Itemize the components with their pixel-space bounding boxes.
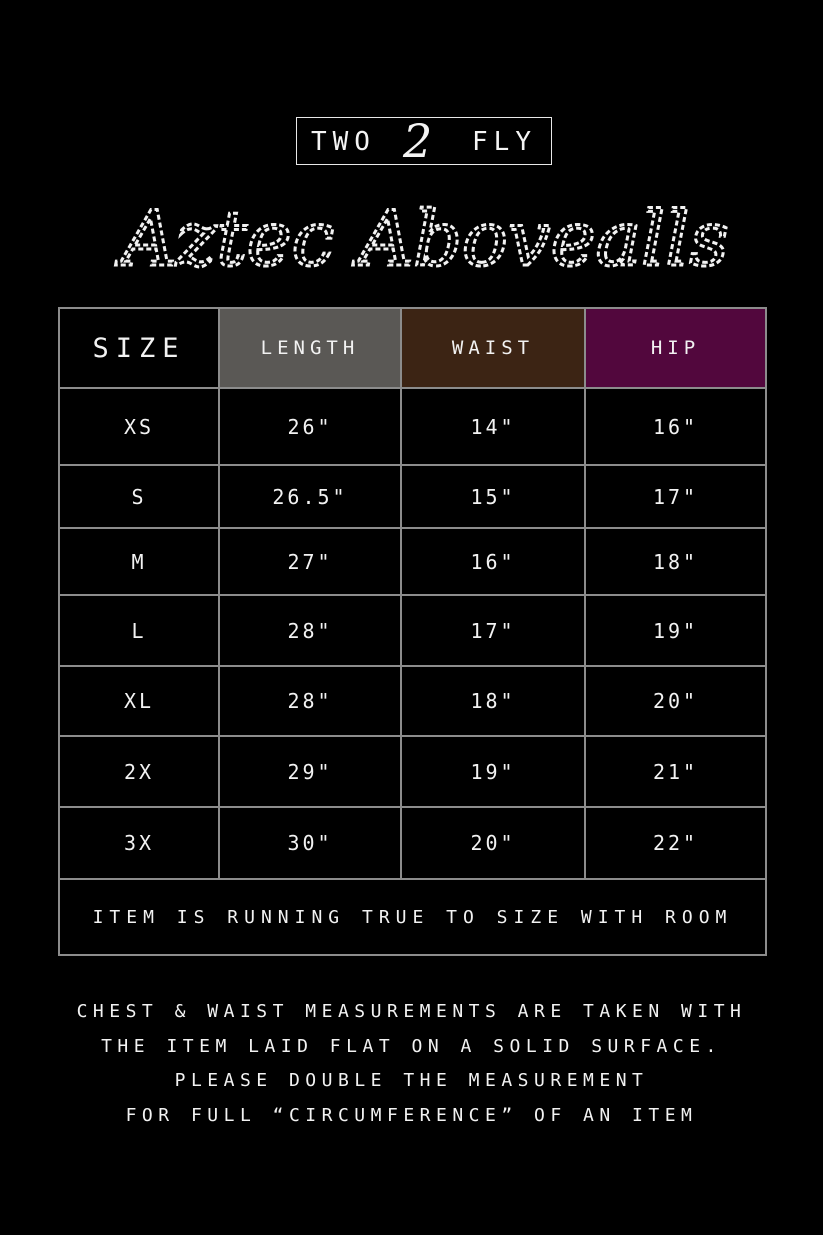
cell-size: XL (59, 666, 219, 736)
cell-length: 26" (219, 388, 401, 465)
cell-waist: 17" (401, 595, 585, 666)
cell-length: 28" (219, 666, 401, 736)
table-row (59, 595, 766, 666)
page-title-text: Aztec Abovealls (121, 194, 729, 283)
cell-waist: 19" (401, 736, 585, 807)
cell-hip: 22" (585, 807, 766, 879)
brand-logo (296, 114, 552, 168)
brand-number: 2 (403, 114, 433, 168)
table-row (59, 465, 766, 528)
table-row (59, 666, 766, 736)
cell-length: 26.5" (219, 465, 401, 528)
measurement-note-line: FOR FULL “CIRCUMFERENCE” OF AN ITEM (125, 1104, 698, 1126)
cell-size: M (59, 528, 219, 595)
cell-hip: 19" (585, 595, 766, 666)
page-title (100, 185, 750, 295)
brand-word-right: FLY (472, 127, 537, 157)
table-row (59, 807, 766, 879)
table-row (59, 388, 766, 465)
cell-waist: 20" (401, 807, 585, 879)
table-row (59, 528, 766, 595)
measurement-note-line: CHEST & WAIST MEASUREMENTS ARE TAKEN WITH (76, 1001, 747, 1022)
cell-hip: 18" (585, 528, 766, 595)
cell-hip: 17" (585, 465, 766, 528)
table-row (59, 736, 766, 807)
cell-size: XS (59, 388, 219, 465)
size-chart-table (58, 307, 767, 956)
header-hip: HIP (585, 308, 766, 388)
fit-note: ITEM IS RUNNING TRUE TO SIZE WITH ROOM (59, 879, 766, 955)
measurement-note-line: THE ITEM LAID FLAT ON A SOLID SURFACE. (101, 1035, 722, 1057)
cell-length: 29" (219, 736, 401, 807)
brand-word-left: TWO (311, 127, 376, 157)
cell-waist: 18" (401, 666, 585, 736)
cell-waist: 14" (401, 388, 585, 465)
cell-size: S (59, 465, 219, 528)
header-row (59, 308, 766, 388)
cell-hip: 21" (585, 736, 766, 807)
cell-length: 28" (219, 595, 401, 666)
measurement-notes (0, 995, 823, 1133)
measurement-note-line: PLEASE DOUBLE THE MEASUREMENT (174, 1070, 649, 1091)
cell-length: 30" (219, 807, 401, 879)
header-length: LENGTH (219, 308, 401, 388)
header-size: SIZE (59, 308, 219, 388)
cell-size: L (59, 595, 219, 666)
cell-length: 27" (219, 528, 401, 595)
cell-waist: 15" (401, 465, 585, 528)
cell-hip: 16" (585, 388, 766, 465)
cell-size: 2X (59, 736, 219, 807)
fit-note-row (59, 879, 766, 955)
header-waist: WAIST (401, 308, 585, 388)
cell-size: 3X (59, 807, 219, 879)
cell-waist: 16" (401, 528, 585, 595)
cell-hip: 20" (585, 666, 766, 736)
